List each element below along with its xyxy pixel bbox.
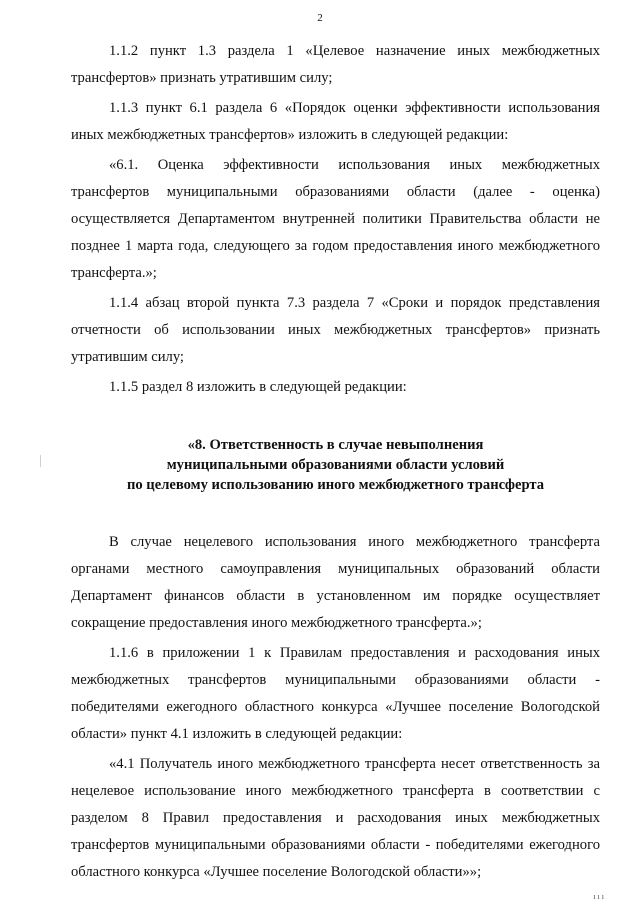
heading-line-2: муниципальными образованиями области условий [166, 457, 505, 473]
paragraph-1-1-6: 1.1.6 в приложении 1 к Правилам предоставления и расходования иных межбюджетных трансфертов муниципальными образованиями области - победителями ежегодного областного конкурса «Лучшее поселение Вологодской области» пункт 4.1 изложить в следующей редакции: [71, 645, 600, 742]
paragraph-4-1: «4.1 Получатель иного межбюджетного трансферта несет ответственность за нецелевое использование иного межбюджетного трансферта в соответствии с разделом 8 Правил предоставления и расходования иных межбюджетных трансфертов муниципальными образованиями области - победителями ежегодного областного конкурса «Лучшее поселение Вологодской области»»; [71, 756, 600, 880]
corner-mark: ı ı ı [593, 892, 604, 901]
paragraph-1-1-5: 1.1.5 раздел 8 изложить в следующей редакции: [109, 379, 407, 395]
margin-mark [40, 455, 41, 467]
section-heading [71, 435, 600, 495]
paragraph-1-1-4: 1.1.4 абзац второй пункта 7.3 раздела 7 «Сроки и порядок представления отчетности об использовании иных межбюджетных трансфертов» признать утратившим силу; [71, 295, 600, 365]
paragraph-section-8-text: В случае нецелевого использования иного межбюджетного трансферта органами местного самоуправления муниципальных образований области Департамент финансов области в установленном им порядке осуществляет сокращение предоставления иного межбюджетного трансферта.»; [71, 534, 600, 631]
paragraph-1-1-3: 1.1.3 пункт 6.1 раздела 6 «Порядок оценки эффективности использования иных межбюджетных трансфертов» изложить в следующей редакции: [71, 100, 600, 143]
heading-line-3: по целевому использованию иного межбюджетного трансферта [126, 477, 545, 493]
page-number: 2 [317, 12, 323, 24]
paragraph-1-1-2: 1.1.2 пункт 1.3 раздела 1 «Целевое назначение иных межбюджетных трансфертов» признать утратившим силу; [71, 43, 600, 86]
heading-line-1: «8. Ответственность в случае невыполнения [187, 437, 484, 453]
paragraph-6-1: «6.1. Оценка эффективности использования иных межбюджетных трансфертов муниципальными образованиями области (далее - оценка) осуществляется Департаментом внутренней политики Правительства области не позднее 1 марта года, следующего за годом предоставления иного межбюджетного трансферта.»; [71, 157, 600, 281]
document-body [71, 38, 600, 886]
